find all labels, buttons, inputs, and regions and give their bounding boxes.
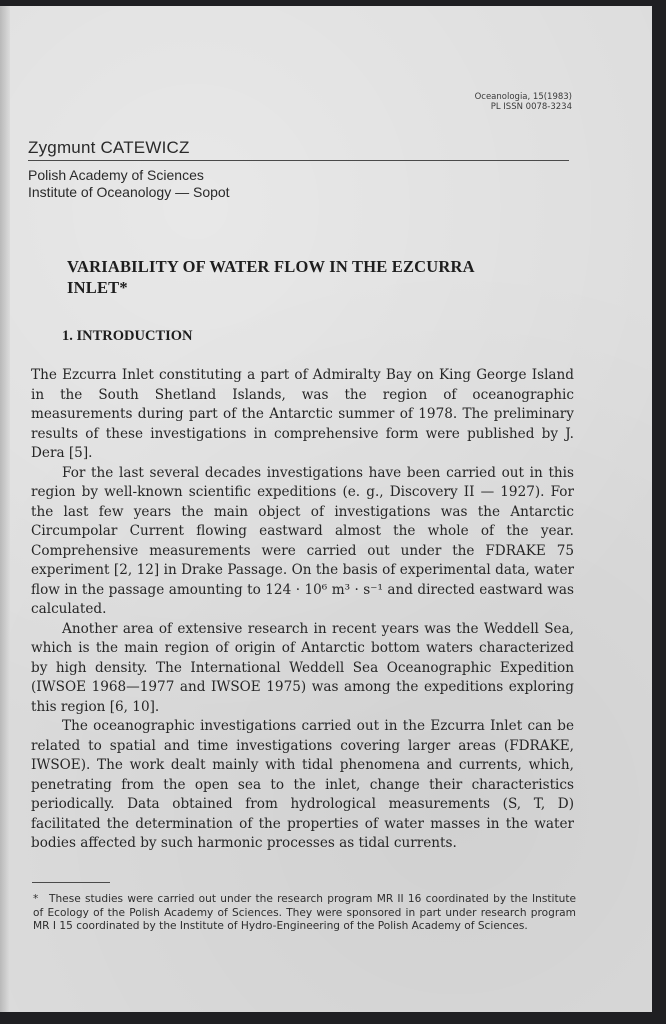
journal-issn: PL ISSN 0078-3234 bbox=[490, 102, 572, 112]
affiliation-institute: Institute of Oceanology — Sopot bbox=[28, 184, 230, 200]
title-line-2: INLET* bbox=[67, 278, 128, 297]
journal-citation bbox=[475, 92, 572, 112]
body-text bbox=[31, 366, 574, 854]
journal-volume: Oceanologia, 15(1983) bbox=[474, 92, 572, 102]
paragraph: The Ezcurra Inlet constituting a part of Admiralty Bay on King George Island in the South Shetland Islands, was the region of oceanographic measurements during part of the Antarctic summer of 1978. The preliminary results of these investigations in comprehensive form were published by J. Dera [5]. bbox=[31, 367, 574, 461]
section-heading: 1. INTRODUCTION bbox=[62, 328, 193, 344]
footnote-divider bbox=[32, 882, 110, 883]
author-divider bbox=[28, 160, 569, 161]
paragraph: Another area of extensive research in recent years was the Weddell Sea, which is the main region of origin of Antarctic bottom waters characterized by high density. The International Weddell Sea Oceanographic Expedition (IWSOE 1968—1977 and IWSOE 1975) was among the expeditions exploring this region [6, 10]. bbox=[31, 620, 574, 715]
footnote bbox=[33, 893, 576, 934]
document-page bbox=[0, 6, 652, 1012]
paragraph: For the last several decades investigations have been carried out in this region by well-known scientific expeditions (e. g., Discovery II — 1927). For the last few years the main object of investigations was the Antarctic Circumpolar Current flowing eastward almost the whole of the year. Comprehensive measurements were carried out under the FDRAKE 75 experiment [2, 12] in Drake Passage. On the basis of experimental data, water flow in the passage amounting to 124 · 10⁶ m³ · s⁻¹ and directed eastward was calculated. bbox=[31, 464, 574, 617]
author-name: Zygmunt CATEWICZ bbox=[28, 138, 190, 157]
footnote-text: These studies were carried out under the research program MR II 16 coordinated by the Institute of Ecology of the Polish Academy of Sciences. They were sponsored in part under research program MR I 15 coordinated by the Institute of Hydro-Engineering of the Polish Academy of Sciences. bbox=[33, 893, 576, 932]
title-line-1: VARIABILITY OF WATER FLOW IN THE EZCURRA bbox=[67, 257, 475, 276]
affiliation-academy: Polish Academy of Sciences bbox=[28, 167, 204, 183]
paragraph: The oceanographic investigations carried out in the Ezcurra Inlet can be related to spatial and time investigations covering larger areas (FDRAKE, IWSOE). The work dealt mainly with tidal phenomena and currents, which, penetrating from the open sea to the inlet, change their characteristics periodically. Data obtained from hydrological measurements (S, T, D) facilitated the determination of the properties of water masses in the water bodies affected by such harmonic processes as tidal currents. bbox=[31, 718, 574, 851]
footnote-marker: * bbox=[33, 893, 39, 905]
affiliation bbox=[28, 167, 230, 201]
paper-title bbox=[67, 256, 557, 298]
